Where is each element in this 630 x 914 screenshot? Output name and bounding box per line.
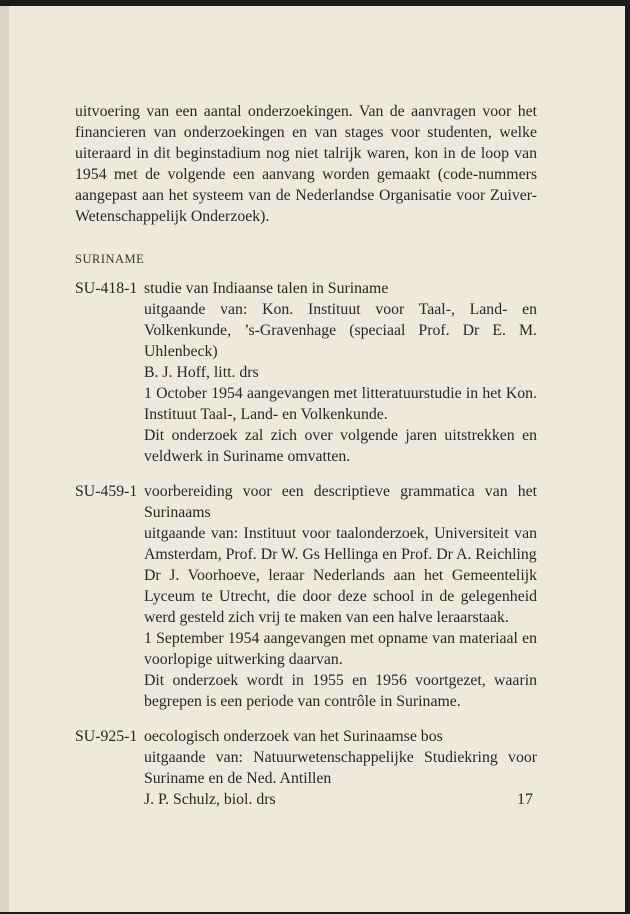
entry-line: Dit onderzoek zal zich over volgende jaren uitstrekken en veldwerk in Suriname omvatten. xyxy=(144,427,537,465)
entry-code: SU-459-1 xyxy=(75,483,138,500)
page-text xyxy=(75,101,537,824)
entry-line: uitgaande van: Kon. Instituut voor Taal-, Land- en Volkenkunde, ’s-Gravenhage (speciaal Prof. Dr E. M. Uhlenbeck) xyxy=(144,301,537,360)
entry-line: J. P. Schulz, biol. drs xyxy=(144,791,276,808)
entry-su-459-1 xyxy=(75,481,537,712)
entry-code: SU-925-1 xyxy=(75,728,138,745)
section-heading: SURINAME xyxy=(75,252,145,266)
entry-body xyxy=(144,726,537,810)
document-page xyxy=(0,6,625,912)
entry-line: oecologisch onderzoek van het Surinaamse bos xyxy=(144,728,443,745)
entry-line: uitgaande van: Natuurwetenschappelijke Studiekring voor Suriname en de Ned. Antillen xyxy=(144,749,537,787)
entry-line: Dr J. Voorhoeve, leraar Nederlands aan het Gemeentelijk Lyceum te Utrecht, die door deze school in de gelegenheid werd gesteld zich vrij te maken van een halve leraarstaak. xyxy=(144,567,537,626)
entry-line: uitgaande van: Instituut voor taalonderzoek, Universiteit van Amsterdam, Prof. Dr W. Gs Hellinga en Prof. Dr A. Reichling xyxy=(144,525,537,563)
entry-line: 1 September 1954 aangevangen met opname van materiaal en voorlopige uitwerking daarvan. xyxy=(144,630,537,668)
entry-body xyxy=(144,481,537,712)
entry-line: Dit onderzoek wordt in 1955 en 1956 voortgezet, waarin begrepen is een periode van contrôle in Suriname. xyxy=(144,672,537,710)
entry-su-418-1 xyxy=(75,278,537,467)
page-number: 17 xyxy=(517,791,533,808)
entry-code: SU-418-1 xyxy=(75,280,138,297)
entry-line: 1 October 1954 aangevangen met litteratuurstudie in het Kon. Instituut Taal-, Land- en Volkenkunde. xyxy=(144,385,537,423)
entry-su-925-1 xyxy=(75,726,537,810)
entry-line: voorbereiding voor een descriptieve grammatica van het Surinaams xyxy=(144,483,537,521)
entry-line: studie van Indiaanse talen in Suriname xyxy=(144,280,389,297)
entry-line: B. J. Hoff, litt. drs xyxy=(144,364,259,381)
intro-paragraph: uitvoering van een aantal onderzoekingen. Van de aanvragen voor het financieren van onderzoekingen en van stages voor studenten, welke uiteraard in dit beginstadium nog niet talrijk waren, kon in de loop van 1954 met de volgende een aanvang worden gemaakt (code-nummers aangepast aan het systeem van de Nederlandse Organisatie voor Zuiver-Wetenschappelijk Onderzoek). xyxy=(75,103,537,225)
entry-body xyxy=(144,278,537,467)
